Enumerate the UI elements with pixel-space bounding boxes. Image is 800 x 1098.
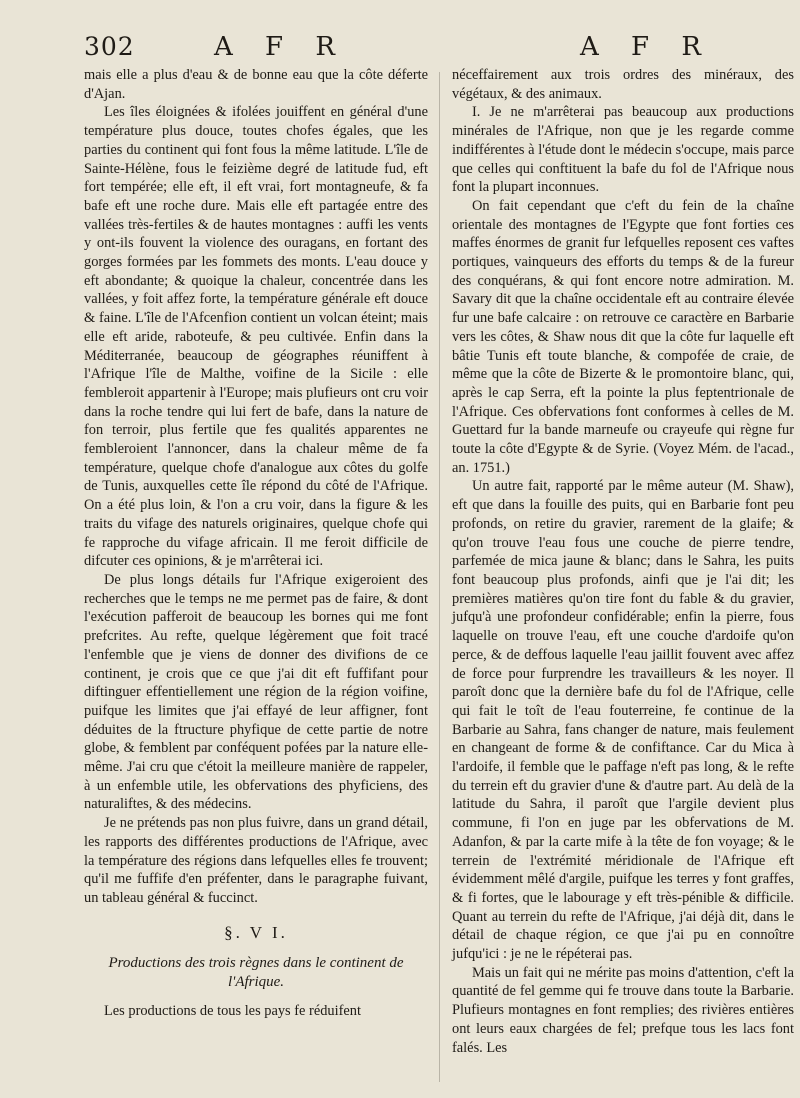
paragraph: De plus longs détails fur l'Afrique exigeroient des recherches que le temps ne me permet pas de faire, & dont l'exécution pafferoit de beaucoup les bornes qui me font prefcrites. Au refte, quelque légèrement que foit tracé l'enfemble que je viens de donner des divifions de ce continent, je crois que ce que j'ai dit eft fuffifant pour diftinguer effentiellement une région de la région voifine, puifque les limites que j'ai effayé de leur affigner, font déduites de la ftructure phyfique de cette partie de notre globe, & femblent par conféquent pofées par la nature elle-même. J'ai cru que c'étoit la meilleure manière de rappeler, à un enfemble utile, les obfervations des phyficiens, des naturaliftes, & des médecins. bbox=[84, 571, 428, 813]
paragraph: Les îles éloignées & ifolées jouiffent en général d'une température plus douce, toutes chofes égales, que les parties du continent qui font fous la même latitude. L'île de Sainte-Hélène, fous le feizième degré de latitude fud, eft fort tempérée; elle eft, il eft vrai, fort montagneufe, & fa bafe eft une roche dure. Mais elle eft partagée entre des vallées très-fertiles & de hautes montagnes : auffi les vents y ont-ils fouvent la violence des ouragans, en fortant des gorges formées par les fommets des monts. L'eau douce y eft abondante; & quoique la chaleur, concentrée dans les vallées, y foit affez forte, la température générale eft douce & faine. L'île de l'Afcenfion contient un volcan éteint; mais elle eft aride, raboteufe, & peu cultivée. Enfin dans la Méditerranée, beaucoup de géographes réuniffent à l'Afrique l'île de Malthe, voifine de la Sicile : elle fembleroit appartenir à l'Europe; mais plufieurs ont cru voir dans la roche tendre qui lui fert de bafe, dans la nature de fon terroir, plus fertile que fes qualités apparentes ne fembleroient l'annoncer, dans la chaleur même de fa température, quelque chofe d'analogue aux côtes du golfe de Tunis, auxquelles cette île répond du côté de l'Afrique. On a été plus loin, & l'on a cru voir, dans la figure & les traits du vifage des naturels originaires, quelque chofe qui fe rapproche du vifage africain. Il me feroit difficile de difcuter ces opinions, & je m'arrêterai ici. bbox=[84, 104, 428, 570]
paragraph: I. Je ne m'arrêterai pas beaucoup aux productions minérales de l'Afrique, non que je les regarde comme indifférentes à l'étude dont le médecin s'occupe, mais parce que celles qui conftituent la bafe du fol de l'Afrique nous font la plupart inconnues. bbox=[452, 104, 794, 196]
right-column bbox=[452, 66, 794, 1057]
paragraph: Je ne prétends pas non plus fuivre, dans un grand détail, les rapports des différentes productions de l'Afrique, avec la température des régions dans lefquelles elles fe trouvent; qu'il me fuffife d'en préfenter, dans le paragraphe fuivant, un tableau général & fuccinct. bbox=[84, 815, 428, 906]
section-number: §. V I. bbox=[224, 922, 288, 942]
paragraph: Les productions de tous les pays fe réduifent bbox=[104, 1003, 361, 1020]
left-running-title: A F R bbox=[214, 32, 347, 62]
paragraph: néceffairement aux trois ordres des minéraux, des végétaux, & des animaux. bbox=[452, 67, 794, 102]
paragraph: Un autre fait, rapporté par le même auteur (M. Shaw), eft que dans la fouille des puits, qui en Barbarie font peu profonds, on retire du gravier, rarement de la glaife; & qu'on trouve l'eau fous une couche de pierre tendre, parfemée de mica jaune & blanc; dans le Sahra, les puits font beaucoup plus profonds, ainfi que je l'ai dit; les premières matières qu'on tire font du fable & du gravier, jufqu'à une profondeur confidérable; enfin la pierre, fous laquelle on trouve l'eau, eft une couche d'ardoife qu'on perce, & de deffous laquelle l'eau jaillit fouvent avec affez de force pour furprendre les travailleurs & les noyer. Il paroît donc que la dernière bafe du fol de l'Afrique, celle qui fait le toît de l'eau fouterreine, fe continue de la Barbarie au Sahra, fans changer de nature, mais feulement en changeant de forme & de confiftance. Car du Mica à l'ardoife, il femble que le paffage n'eft pas long, & le refte du terrein eft du gravier d'une & d'autre part. Au delà de la latitude du Sahra, il paroît que l'argile devient plus commune, fi l'on en juge par les obfervations de M. Adanfon, & par la carte mife à la tête de fon voyage; & le terrein de l'extrémité méridionale de l'Afrique eft évidemment mêlé d'argile, puifque les terres y font graffes, & fi fortes, que le labourage y eft très-pénible & difficile. Quant au terrein du refte de l'Afrique, j'ai déjà dit, dans le détail de chaque région, ce que j'ai pu en connoître jufqu'ici : je ne le répéterai pas. bbox=[452, 478, 794, 963]
section-title: Productions des trois règnes dans le continent de l'Afrique. bbox=[108, 955, 404, 991]
column-divider bbox=[439, 72, 440, 1082]
paragraph: On fait cependant que c'eft du fein de la chaîne orientale des montagnes de l'Egypte que font forties ces maffes énormes de granit fur lefquelles reposent ces vaftes portiques, vainqueurs des efforts du temps & de la fureur des conquérans, & qui font encore notre admiration. M. Savary dit que la chaîne occidentale eft au contraire élevée fur une bafe calcaire : on retrouve ce caractère en Barbarie vers les côtes, & Shaw nous dit que la côte fur laquelle eft bâtie Tunis eft toute blanche, & compofée de craie, de même que la côte de Bizerte & le promontoire blanc, qui, après le cap Serra, eft la pointe la plus feptentrionale de l'Afrique. Ces obfervations font conformes à celles de M. Guettard fur la bande marneufe ou crayeufe qui règne fur toute la côte d'Egypte & de Syrie. (Voyez Mém. de l'acad., an. 1751.) bbox=[452, 197, 794, 476]
page-number: 302 bbox=[84, 32, 135, 61]
paragraph: Mais un fait qui ne mérite pas moins d'attention, c'eft la quantité de fel gemme qui fe trouve dans toute la Barbarie. Plufieurs montagnes en font remplies; des rivières entières ont leurs eaux chargées de fel; prefque tous les lacs font falés. Les bbox=[452, 964, 794, 1056]
paragraph: mais elle a plus d'eau & de bonne eau que la côte déferte d'Ajan. bbox=[84, 67, 428, 102]
right-running-title: A F R bbox=[580, 32, 713, 62]
left-column bbox=[84, 66, 428, 1021]
